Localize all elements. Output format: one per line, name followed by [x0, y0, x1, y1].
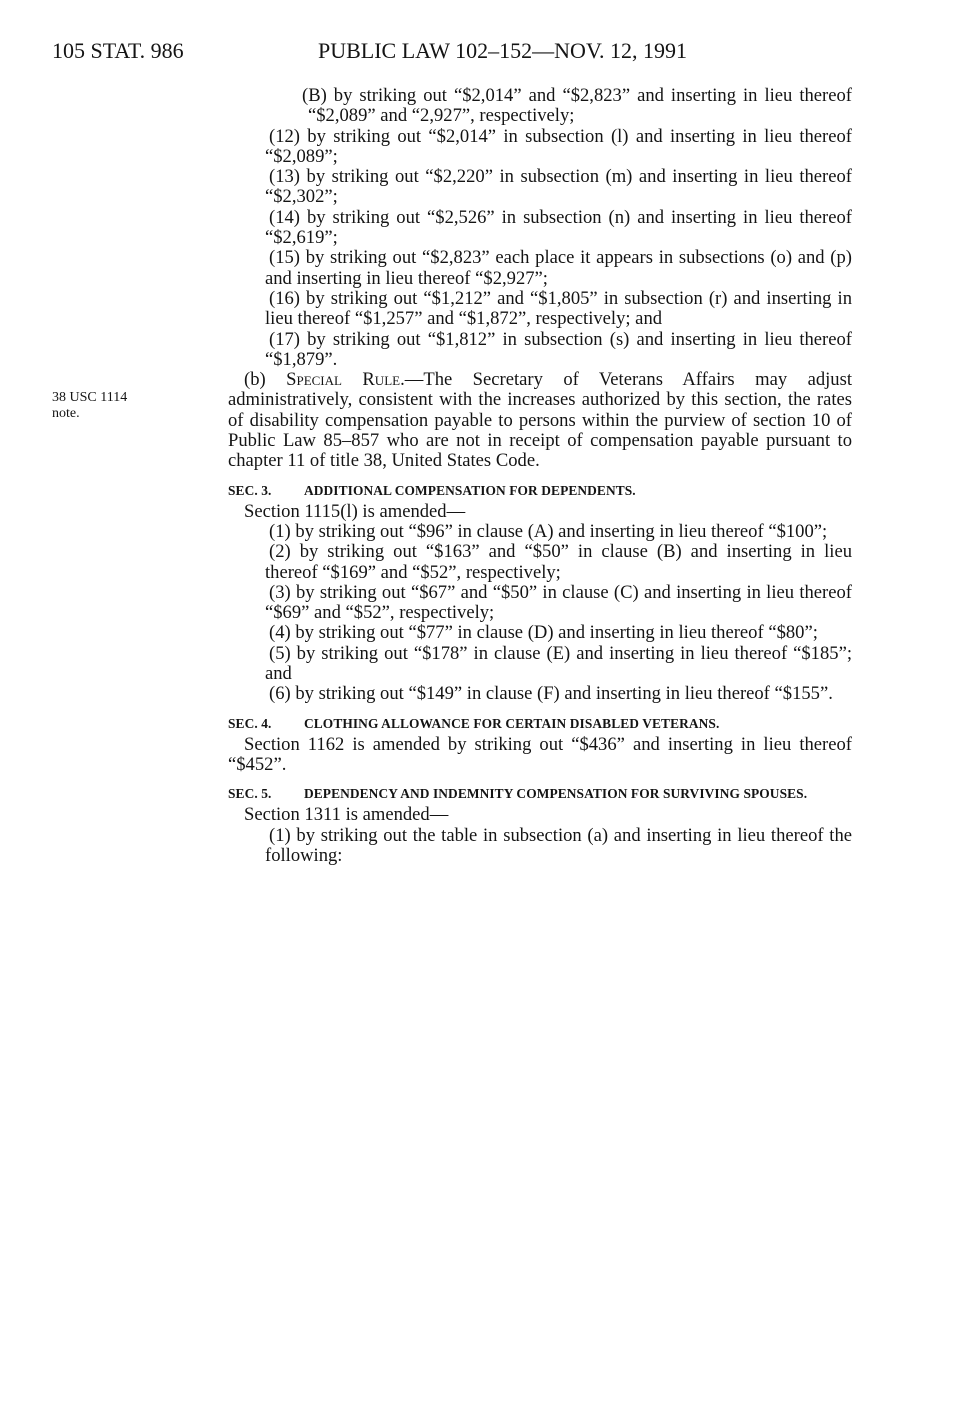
- paragraph-13: (13) by striking out “$2,220” in subsection (m) and inserting in lieu thereof “$2,302”;: [265, 166, 852, 208]
- section-3-number: SEC. 3.: [228, 482, 272, 498]
- special-rule-label: (b): [244, 369, 287, 391]
- section-3-item-5: (5) by striking out “$178” in clause (E) and inserting in lieu thereof “$185”; and: [265, 642, 852, 685]
- page-body: [228, 86, 852, 866]
- section-4-title: CLOTHING ALLOWANCE FOR CERTAIN DISABLED VETERANS.: [304, 715, 720, 731]
- section-4-heading: [228, 715, 852, 732]
- section-5-heading: [228, 785, 852, 802]
- section-3-item-2: (2) by striking out “$163” and “$50” in clause (B) and inserting in lieu thereof “$169” and “$52”, respectively;: [265, 541, 852, 583]
- section-5-title: DEPENDENCY AND INDEMNITY COMPENSATION FOR SURVIVING SPOUSES.: [304, 786, 808, 802]
- section-5-intro: Section 1311 is amended—: [244, 804, 449, 826]
- section-4-text: Section 1162 is amended by striking out “$436” and inserting in lieu thereof “$452”.: [228, 733, 852, 775]
- section-3-heading: [228, 482, 852, 499]
- paragraph-b: (B) by striking out “$2,014” and “$2,823” and inserting in lieu thereof “$2,089” and “2,927”, respectively;: [302, 85, 852, 127]
- public-law-citation: PUBLIC LAW 102–152—NOV. 12, 1991: [318, 38, 687, 63]
- paragraph-12: (12) by striking out “$2,014” in subsection (l) and inserting in lieu thereof “$2,089”;: [265, 125, 852, 167]
- page-header: [52, 36, 887, 66]
- paragraph-14: (14) by striking out “$2,526” in subsection (n) and inserting in lieu thereof “$2,619”;: [265, 206, 852, 249]
- special-rule-text: .—The Secretary of Veterans Affairs may adjust administratively, consistent with the increases authorized by this section, the rates of disability compensation payable to persons within the purview of section 10 of Public Law 85–857 who are not in receipt of compensation payable pursuant to chapter 11 of title 38, United States Code.: [228, 369, 852, 472]
- margin-note-citation: 38 USC 1114: [52, 390, 128, 405]
- section-3-title: ADDITIONAL COMPENSATION FOR DEPENDENTS.: [304, 482, 636, 498]
- section-5-item-1: (1) by striking out the table in subsection (a) and inserting in lieu thereof the following:: [265, 824, 852, 866]
- section-3-item-3: (3) by striking out “$67” and “$50” in clause (C) and inserting in lieu thereof “$69” and “$52”, respectively;: [265, 581, 852, 624]
- special-rule-heading: Special Rule: [286, 369, 401, 391]
- statute-page-number: 105 STAT. 986: [52, 38, 184, 63]
- margin-note-label: note.: [52, 406, 80, 421]
- section-3-intro: Section 1115(l) is amended—: [244, 500, 466, 522]
- paragraph-16: (16) by striking out “$1,212” and “$1,805” in subsection (r) and inserting in lieu thereof “$1,257” and “$1,872”, respectively; and: [265, 287, 852, 330]
- section-3-item-1: (1) by striking out “$96” in clause (A) and inserting in lieu thereof “$100”;: [269, 520, 828, 542]
- margin-note: [52, 390, 127, 422]
- section-4-number: SEC. 4.: [228, 715, 272, 731]
- section-5-number: SEC. 5.: [228, 786, 272, 802]
- special-rule-paragraph: [228, 370, 852, 471]
- paragraph-15: (15) by striking out “$2,823” each place it appears in subsections (o) and (p) and inserting in lieu thereof “$2,927”;: [265, 247, 852, 289]
- paragraph-17: (17) by striking out “$1,812” in subsection (s) and inserting in lieu thereof “$1,879”.: [265, 328, 852, 370]
- section-3-item-6: (6) by striking out “$149” in clause (F) and inserting in lieu thereof “$155”.: [269, 683, 833, 705]
- section-3-item-4: (4) by striking out “$77” in clause (D) and inserting in lieu thereof “$80”;: [269, 622, 818, 644]
